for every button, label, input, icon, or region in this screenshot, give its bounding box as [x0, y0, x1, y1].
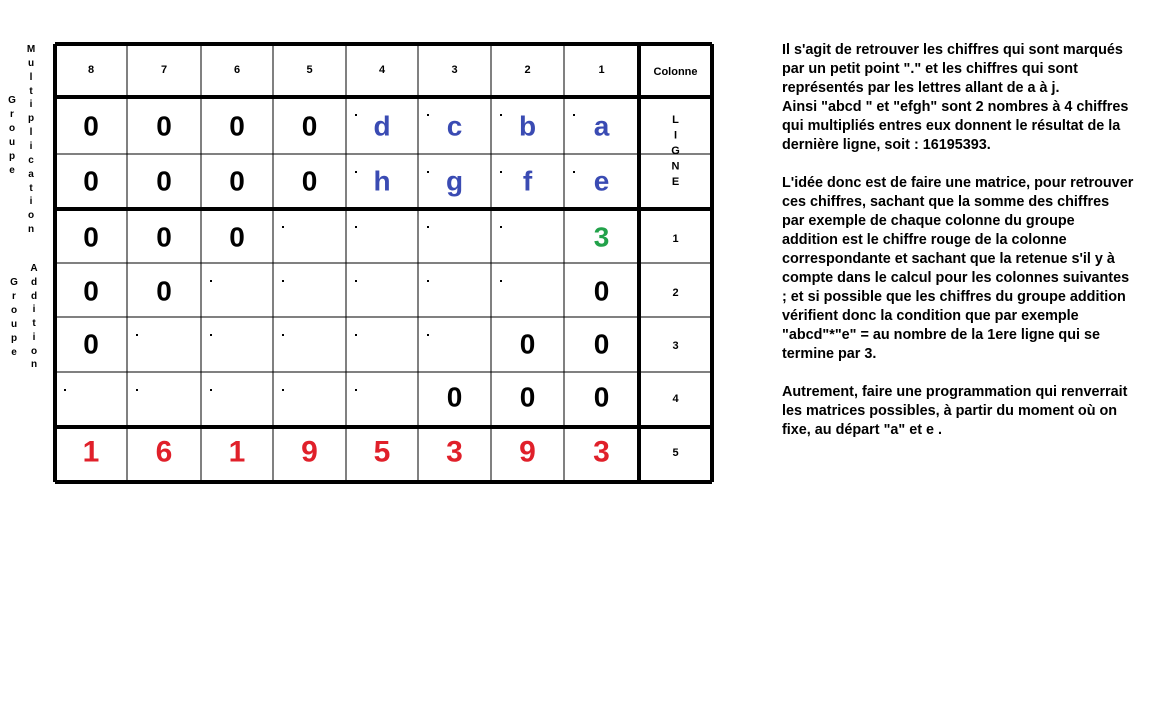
- addition-digit: 0: [519, 328, 536, 360]
- unknown-digit-dot: [573, 114, 575, 116]
- unknown-digit-dot: [282, 334, 284, 336]
- result-digit: 9: [301, 435, 318, 469]
- unknown-digit-dot: [355, 280, 357, 282]
- column-number: 6: [233, 64, 241, 76]
- unknown-digit-dot: [500, 114, 502, 116]
- unknown-digit-dot: [500, 226, 502, 228]
- addition-digit: 0: [593, 275, 610, 307]
- column-number: 1: [598, 64, 605, 76]
- addition-digit: 0: [446, 381, 463, 413]
- row-number: 3: [672, 340, 679, 352]
- unknown-digit-dot: [355, 334, 357, 336]
- result-digit: 1: [228, 435, 246, 469]
- zero-digit: 0: [301, 110, 318, 142]
- letter-digit: b: [518, 110, 537, 142]
- green-digit: 3: [593, 221, 610, 253]
- addition-digit: 0: [83, 221, 99, 253]
- unknown-digit-dot: [282, 389, 284, 391]
- zero-digit: 0: [229, 165, 245, 197]
- column-number: 3: [451, 64, 458, 76]
- letter-digit: a: [593, 110, 610, 142]
- letter-digit: f: [522, 165, 533, 197]
- zero-digit: 0: [83, 110, 99, 142]
- letter-digit: h: [373, 165, 391, 197]
- colonne-header: Colonne: [653, 66, 698, 78]
- unknown-digit-dot: [64, 389, 66, 391]
- row-number: 4: [672, 393, 679, 405]
- unknown-digit-dot: [136, 389, 138, 391]
- unknown-digit-dot: [210, 389, 212, 391]
- zero-digit: 0: [83, 165, 99, 197]
- result-digit: 3: [593, 435, 610, 469]
- label-multiplication: M u l t i p l i c a t i o n: [26, 44, 36, 236]
- result-digit: 6: [155, 435, 173, 469]
- unknown-digit-dot: [427, 226, 429, 228]
- unknown-digit-dot: [500, 280, 502, 282]
- description-paragraph-4: Autrement, faire une programmation qui renverrait les matrices possibles, à partir du moment où on fixe, au départ "a" et e .: [782, 384, 1128, 438]
- ligne-label-letter: I: [673, 129, 678, 142]
- unknown-digit-dot: [210, 334, 212, 336]
- result-digit: 5: [373, 435, 391, 469]
- column-number: 2: [524, 64, 531, 76]
- label-groupe-addition: G r o u p e: [10, 277, 18, 358]
- unknown-digit-dot: [355, 114, 357, 116]
- unknown-digit-dot: [427, 171, 429, 173]
- addition-digit: 0: [156, 221, 172, 253]
- addition-digit: 0: [156, 275, 172, 307]
- letter-digit: d: [373, 110, 391, 142]
- letter-digit: c: [446, 110, 463, 142]
- ligne-label-letter: E: [671, 176, 680, 188]
- addition-digit: 0: [593, 381, 610, 413]
- unknown-digit-dot: [427, 114, 429, 116]
- column-number: 5: [306, 64, 313, 76]
- addition-digit: 0: [593, 328, 610, 360]
- ligne-label-letter: G: [671, 145, 680, 157]
- unknown-digit-dot: [427, 334, 429, 336]
- description-text: [782, 41, 1134, 440]
- addition-digit: 0: [229, 221, 245, 253]
- row-number: 5: [672, 447, 679, 459]
- addition-digit: 0: [83, 275, 99, 307]
- addition-digit: 0: [83, 328, 99, 360]
- addition-digit: 0: [519, 381, 536, 413]
- unknown-digit-dot: [210, 280, 212, 282]
- letter-digit: g: [445, 165, 464, 197]
- result-digit: 9: [519, 435, 536, 469]
- result-digit: 1: [82, 435, 100, 469]
- description-paragraph-2: Ainsi "abcd " et "efgh" sont 2 nombres à 4 chiffres qui multipliés entres eux donnent le résultat de la dernière ligne, soit : 16195393.: [782, 99, 1129, 153]
- ligne-label-letter: N: [671, 160, 680, 173]
- zero-digit: 0: [301, 165, 318, 197]
- label-groupe-multiplication: G r o u p e: [8, 95, 16, 176]
- unknown-digit-dot: [573, 171, 575, 173]
- description-paragraph-3: L'idée donc est de faire une matrice, pour retrouver ces chiffres, sachant que la somme des chiffres par exemple de chaque colonne du groupe addition est le chiffre rouge de la colonne correspondante et sachant que la retenue s'il y à compte dans le calcul pour les colonnes suivantes ; et si possible que les chiffres du groupe addition vérifient donc la condition que par exemple "abcd"*"e" = au nombre de la 1ere ligne qui se termine par 3.: [782, 175, 1134, 362]
- description-paragraph-1: Il s'agit de retrouver les chiffres qui sont marqués par un petit point "." et les chiffres qui sont représentés par les lettres allant de a à j.: [782, 42, 1123, 96]
- unknown-digit-dot: [355, 226, 357, 228]
- letter-digit: e: [593, 165, 610, 197]
- zero-digit: 0: [229, 110, 245, 142]
- result-digit: 3: [446, 435, 463, 469]
- column-number: 7: [160, 64, 168, 76]
- row-number: 2: [672, 287, 679, 299]
- column-number: 4: [378, 64, 386, 76]
- zero-digit: 0: [156, 165, 172, 197]
- unknown-digit-dot: [500, 171, 502, 173]
- column-number: 8: [87, 64, 95, 76]
- unknown-digit-dot: [355, 171, 357, 173]
- unknown-digit-dot: [282, 280, 284, 282]
- unknown-digit-dot: [427, 280, 429, 282]
- ligne-label-letter: L: [672, 114, 679, 126]
- unknown-digit-dot: [282, 226, 284, 228]
- label-addition: A d d i t i o n: [30, 263, 38, 371]
- zero-digit: 0: [156, 110, 172, 142]
- row-number: 1: [672, 233, 679, 245]
- unknown-digit-dot: [136, 334, 138, 336]
- unknown-digit-dot: [355, 389, 357, 391]
